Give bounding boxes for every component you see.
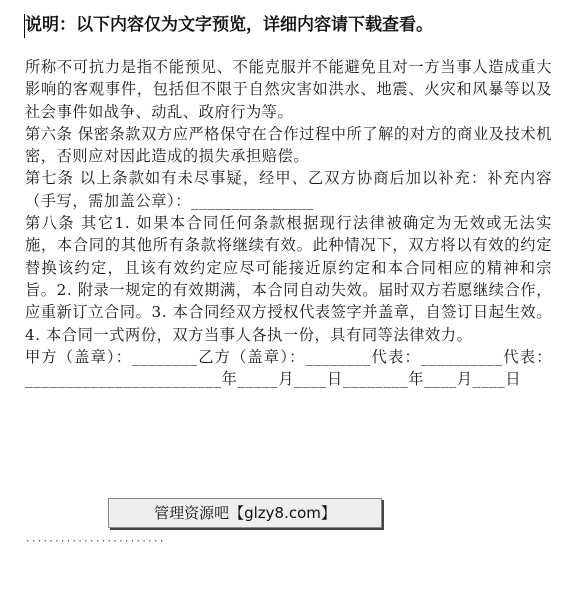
truncation-dots: ························ [25, 537, 165, 547]
clause-7-supplement: 第七条 以上条款如有未尽事疑，经甲、乙双方协商后加以补充：补充内容（手写，需加盖公章）：_______________ [25, 169, 552, 210]
preview-notice: 说明：以下内容仅为文字预览，详细内容请下载查看。 [25, 15, 433, 35]
watermark-banner: 管理资源吧【glzy8.com】 [108, 498, 382, 528]
signature-block: 甲方（盖章）：________乙方（盖章）：________代表：__________代表：________________________年_____月____日________年____月____日 [25, 347, 552, 389]
document-body [25, 56, 552, 390]
clause-6-confidentiality: 第六条 保密条款双方应严格保守在合作过程中所了解的对方的商业及技术机密，否则应对因此造成的损失承担赔偿。 [25, 124, 552, 166]
force-majeure-paragraph: 所称不可抗力是指不能预见、不能克服并不能避免且对一方当事人造成重大影响的客观事件，包括但不限于自然灾害如洪水、地震、火灾和风暴等以及社会事件如战争、动乱、政府行为等。 [25, 58, 552, 121]
clause-8-other: 第八条 其它1. 如果本合同任何条款根据现行法律被确定为无效或无法实施，本合同的其他所有条款将继续有效。此种情况下，双方将以有效的约定替换该约定，且该有效约定应尽可能接近原约定和本合同相应的精神和宗旨。2. 附录一规定的有效期满，本合同自动失效。届时双方若愿继续合作，应重新订立合同。3. 本合同经双方授权代表签字并盖章，自签订日起生效。4. 本合同一式两份，双方当事人各执一份，具有同等法律效力。 [25, 214, 552, 344]
